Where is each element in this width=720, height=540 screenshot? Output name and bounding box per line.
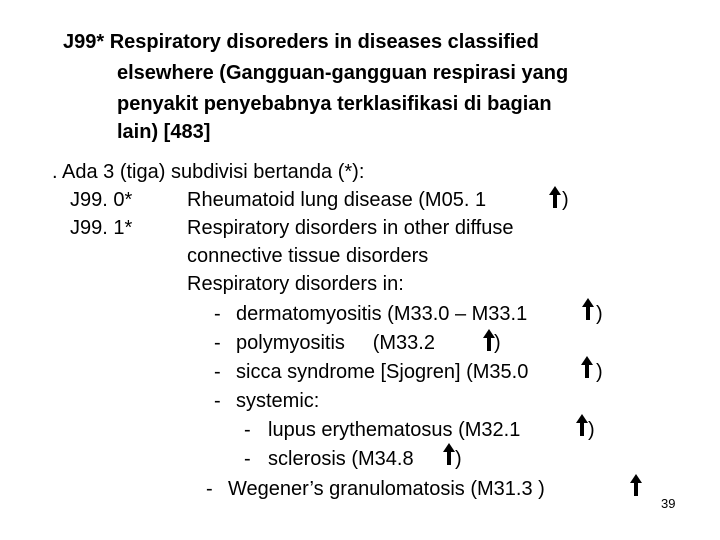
item-code: J99. 1*	[70, 217, 133, 239]
title-line-2: elsewhere (Gangguan-gangguan respirasi yang	[117, 62, 569, 84]
sub-item-dash: -	[214, 303, 221, 325]
systemic-item-close-paren: )	[455, 448, 462, 470]
title-line-4: lain) [483]	[117, 121, 211, 143]
up-arrow-icon	[443, 443, 455, 465]
sub-item-dash: -	[214, 332, 221, 354]
last-item-text: Wegener’s granulomatosis (M31.3 )	[228, 478, 545, 500]
sub-item-close-paren: )	[494, 332, 501, 354]
up-arrow-icon	[549, 186, 561, 208]
up-arrow-icon	[581, 356, 593, 378]
systemic-item-text: sclerosis (M34.8	[268, 448, 414, 470]
last-item-dash: -	[206, 478, 213, 500]
intro-text: . Ada 3 (tiga) subdivisi bertanda (*):	[52, 161, 365, 183]
sub-heading: Respiratory disorders in:	[187, 273, 404, 295]
sub-item-close-paren: )	[596, 361, 603, 383]
sub-item-close-paren: )	[596, 303, 603, 325]
up-arrow-icon	[576, 414, 588, 436]
item-text: Rheumatoid lung disease (M05. 1	[187, 189, 487, 211]
item-close-paren: )	[562, 189, 569, 211]
sub-item-dash: -	[214, 361, 221, 383]
systemic-item-dash: -	[244, 448, 251, 470]
item-code: J99. 0*	[70, 189, 133, 211]
up-arrow-icon	[582, 298, 594, 320]
title-line-1: J99* Respiratory disoreders in diseases classified	[63, 31, 539, 53]
sub-item-text: dermatomyositis (M33.0 – M33.1	[236, 303, 528, 325]
item-text: Respiratory disorders in other diffuse	[187, 217, 514, 239]
page-number: 39	[661, 496, 676, 511]
systemic-item-close-paren: )	[588, 419, 595, 441]
item-text-continued: connective tissue disorders	[187, 245, 429, 267]
systemic-item-text: lupus erythematosus (M32.1	[268, 419, 521, 441]
sub-item-dash: -	[214, 390, 221, 412]
systemic-item-dash: -	[244, 419, 251, 441]
title-line-3: penyakit penyebabnya terklasifikasi di bagian	[117, 93, 552, 115]
sub-item-text: polymyositis (M33.2	[236, 332, 435, 354]
up-arrow-icon	[630, 474, 642, 496]
sub-item-text: sicca syndrome [Sjogren] (M35.0	[236, 361, 529, 383]
sub-item-text: systemic:	[236, 390, 320, 412]
